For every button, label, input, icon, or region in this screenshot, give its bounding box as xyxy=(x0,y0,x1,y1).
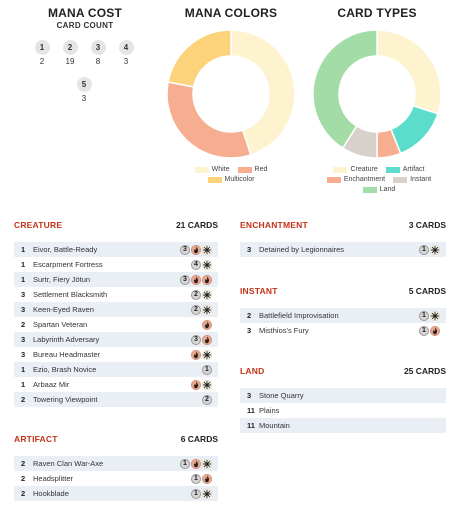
card-cost xyxy=(180,459,212,469)
card-cost xyxy=(180,245,212,255)
card-row[interactable] xyxy=(14,347,218,362)
generic-mana-icon: 1 xyxy=(419,245,429,255)
white-mana-icon xyxy=(202,260,212,270)
card-cost xyxy=(180,275,212,285)
card-name: Headsplitter xyxy=(33,474,74,483)
white-mana-icon xyxy=(430,245,440,255)
legend-swatch xyxy=(238,167,252,173)
card-list xyxy=(14,242,218,407)
card-name: Settlement Blacksmith xyxy=(33,290,108,299)
card-name: Labyrinth Adversary xyxy=(33,335,100,344)
card-qty: 11 xyxy=(247,421,255,430)
red-mana-icon xyxy=(191,245,201,255)
card-name: Battlefield Improvisation xyxy=(259,311,339,320)
card-types-legend xyxy=(312,166,446,196)
card-row[interactable] xyxy=(14,392,218,407)
red-mana-icon xyxy=(202,335,212,345)
red-mana-icon xyxy=(191,380,201,390)
slice-multicolor[interactable] xyxy=(168,30,231,87)
legend-label: Artifact xyxy=(402,166,425,173)
slice-creature[interactable] xyxy=(377,30,441,114)
card-row[interactable] xyxy=(240,323,446,338)
legend-enchantment xyxy=(327,176,385,183)
card-name: Surtr, Fiery Jötun xyxy=(33,275,91,284)
card-qty: 1 xyxy=(21,260,26,269)
mana-cost-count: 19 xyxy=(65,57,75,66)
legend-label: Red xyxy=(254,166,268,173)
card-qty: 3 xyxy=(21,335,26,344)
slice-red[interactable] xyxy=(167,82,251,158)
legend-swatch xyxy=(363,187,377,193)
card-row[interactable] xyxy=(14,257,218,272)
red-mana-icon xyxy=(191,459,201,469)
card-name: Escarpment Fortress xyxy=(33,260,103,269)
card-row[interactable] xyxy=(14,377,218,392)
white-mana-icon xyxy=(202,459,212,469)
card-cost xyxy=(191,350,212,360)
card-cost xyxy=(191,380,212,390)
card-row[interactable] xyxy=(14,302,218,317)
red-mana-icon xyxy=(202,275,212,285)
legend-swatch xyxy=(386,167,400,173)
card-row[interactable] xyxy=(14,272,218,287)
legend-label: Creature xyxy=(350,166,378,173)
card-cost xyxy=(191,474,212,484)
red-mana-icon xyxy=(191,275,201,285)
card-row[interactable] xyxy=(240,418,446,433)
generic-mana-icon: 2 xyxy=(191,290,201,300)
card-name: Eivor, Battle-Ready xyxy=(33,245,98,254)
card-qty: 2 xyxy=(21,459,26,468)
card-name: Plains xyxy=(259,406,280,415)
card-row[interactable] xyxy=(14,362,218,377)
mana-cost-item-5 xyxy=(73,77,95,103)
card-name: Ezio, Brash Novice xyxy=(33,365,97,374)
legend-instant xyxy=(393,176,431,183)
legend-creature xyxy=(333,166,377,173)
mana-cost-count: 2 xyxy=(39,57,45,66)
card-name: Hookblade xyxy=(33,489,69,498)
white-mana-icon xyxy=(430,311,440,321)
category-name: INSTANT xyxy=(240,286,278,296)
card-qty: 3 xyxy=(21,305,26,314)
white-mana-icon xyxy=(202,489,212,499)
white-mana-icon xyxy=(202,245,212,255)
white-mana-icon xyxy=(202,290,212,300)
card-qty: 3 xyxy=(247,245,252,254)
card-types-title: CARD TYPES xyxy=(337,6,417,20)
card-qty: 11 xyxy=(247,406,255,415)
card-cost xyxy=(202,320,212,330)
card-list xyxy=(240,388,446,433)
category-count: 6 CARDS xyxy=(180,434,218,444)
card-qty: 3 xyxy=(247,391,252,400)
card-qty: 2 xyxy=(21,474,26,483)
legend-red xyxy=(238,166,268,173)
card-row[interactable] xyxy=(14,242,218,257)
card-cost xyxy=(191,260,212,270)
red-mana-icon xyxy=(191,350,201,360)
mana-cost-count: 3 xyxy=(123,57,129,66)
card-cost xyxy=(419,245,440,255)
white-mana-icon xyxy=(202,305,212,315)
category-enchantment xyxy=(240,220,446,257)
legend-swatch xyxy=(327,177,341,183)
card-name: Keen-Eyed Raven xyxy=(33,305,94,314)
card-name: Raven Clan War-Axe xyxy=(33,459,104,468)
card-row[interactable] xyxy=(14,287,218,302)
card-row[interactable] xyxy=(14,471,218,486)
generic-mana-icon: 3 xyxy=(191,335,201,345)
card-qty: 3 xyxy=(247,326,252,335)
generic-mana-icon: 2 xyxy=(202,395,212,405)
card-cost xyxy=(419,311,440,321)
card-qty: 3 xyxy=(21,290,26,299)
generic-mana-icon: 2 xyxy=(191,305,201,315)
card-row[interactable] xyxy=(240,388,446,403)
card-cost xyxy=(202,365,212,375)
generic-mana-icon: 1 xyxy=(191,489,201,499)
category-creature xyxy=(14,220,218,407)
card-name: Spartan Veteran xyxy=(33,320,88,329)
card-name: Stone Quarry xyxy=(259,391,304,400)
card-row[interactable] xyxy=(14,486,218,501)
category-count: 3 CARDS xyxy=(408,220,446,230)
card-cost xyxy=(202,395,212,405)
card-qty: 3 xyxy=(21,350,26,359)
generic-mana-icon: 1 xyxy=(180,459,190,469)
red-mana-icon xyxy=(202,474,212,484)
card-list xyxy=(240,308,446,338)
category-land xyxy=(240,366,446,433)
mana-cost-title: MANA COST xyxy=(47,6,123,20)
generic-mana-icon: 3 xyxy=(180,245,190,255)
card-cost xyxy=(419,326,440,336)
mana-colors-donut xyxy=(166,29,296,159)
legend-label: Enchantment xyxy=(343,176,386,183)
mana-cost-circle: 3 xyxy=(91,40,106,55)
mana-colors-title: MANA COLORS xyxy=(184,6,278,20)
generic-mana-icon: 4 xyxy=(191,260,201,270)
card-qty: 1 xyxy=(21,245,26,254)
mana-cost-item-4 xyxy=(115,40,137,66)
mana-cost-count: 8 xyxy=(95,57,101,66)
card-row[interactable] xyxy=(240,308,446,323)
generic-mana-icon: 1 xyxy=(419,311,429,321)
card-row[interactable] xyxy=(240,242,446,257)
category-name: ARTIFACT xyxy=(14,434,58,444)
category-count: 21 CARDS xyxy=(175,220,218,230)
legend-multicolor xyxy=(208,176,255,183)
legend-swatch xyxy=(208,177,222,183)
generic-mana-icon: 1 xyxy=(191,474,201,484)
card-name: Towering Viewpoint xyxy=(33,395,98,404)
card-row[interactable] xyxy=(14,456,218,471)
white-mana-icon xyxy=(202,350,212,360)
legend-land xyxy=(363,186,396,193)
mana-cost-circle: 2 xyxy=(63,40,78,55)
card-row[interactable] xyxy=(14,332,218,347)
legend-label: Instant xyxy=(410,176,432,183)
legend-swatch xyxy=(393,177,407,183)
card-types-donut xyxy=(312,29,442,159)
mana-cost-item-2 xyxy=(59,40,81,66)
red-mana-icon xyxy=(430,326,440,336)
category-count: 25 CARDS xyxy=(403,366,446,376)
card-qty: 2 xyxy=(21,320,26,329)
card-name: Mountain xyxy=(259,421,290,430)
card-cost xyxy=(191,489,212,499)
legend-label: Multicolor xyxy=(224,176,255,183)
legend-swatch xyxy=(333,167,347,173)
card-name: Arbaaz Mir xyxy=(33,380,70,389)
card-name: Detained by Legionnaires xyxy=(259,245,345,254)
category-name: CREATURE xyxy=(14,220,63,230)
mana-cost-item-3 xyxy=(87,40,109,66)
category-artifact xyxy=(14,434,218,501)
white-mana-icon xyxy=(202,380,212,390)
generic-mana-icon: 1 xyxy=(202,365,212,375)
card-qty: 2 xyxy=(247,311,252,320)
card-name: Bureau Headmaster xyxy=(33,350,101,359)
legend-white xyxy=(195,166,230,173)
card-cost xyxy=(191,335,212,345)
card-row[interactable] xyxy=(14,317,218,332)
mana-cost-circle: 4 xyxy=(119,40,134,55)
mana-colors-legend xyxy=(166,166,296,186)
mana-cost-count: 3 xyxy=(81,94,87,103)
mana-cost-circle: 5 xyxy=(77,77,92,92)
category-name: LAND xyxy=(240,366,265,376)
legend-label: White xyxy=(211,166,230,173)
card-cost xyxy=(191,305,212,315)
generic-mana-icon: 1 xyxy=(419,326,429,336)
card-qty: 2 xyxy=(21,489,26,498)
card-qty: 2 xyxy=(21,395,26,404)
card-list xyxy=(240,242,446,257)
legend-label: Land xyxy=(379,186,396,193)
mana-cost-circle: 1 xyxy=(35,40,50,55)
red-mana-icon xyxy=(202,320,212,330)
card-row[interactable] xyxy=(240,403,446,418)
card-qty: 1 xyxy=(21,380,26,389)
card-qty: 1 xyxy=(21,275,26,284)
generic-mana-icon: 3 xyxy=(180,275,190,285)
mana-cost-item-1 xyxy=(31,40,53,66)
category-name: ENCHANTMENT xyxy=(240,220,308,230)
category-count: 5 CARDS xyxy=(408,286,446,296)
legend-artifact xyxy=(386,166,425,173)
card-list xyxy=(14,456,218,501)
card-qty: 1 xyxy=(21,365,26,374)
legend-swatch xyxy=(195,167,209,173)
card-name: Misthios's Fury xyxy=(259,326,309,335)
card-count-subtitle: CARD COUNT xyxy=(56,21,114,30)
category-instant xyxy=(240,286,446,338)
card-cost xyxy=(191,290,212,300)
